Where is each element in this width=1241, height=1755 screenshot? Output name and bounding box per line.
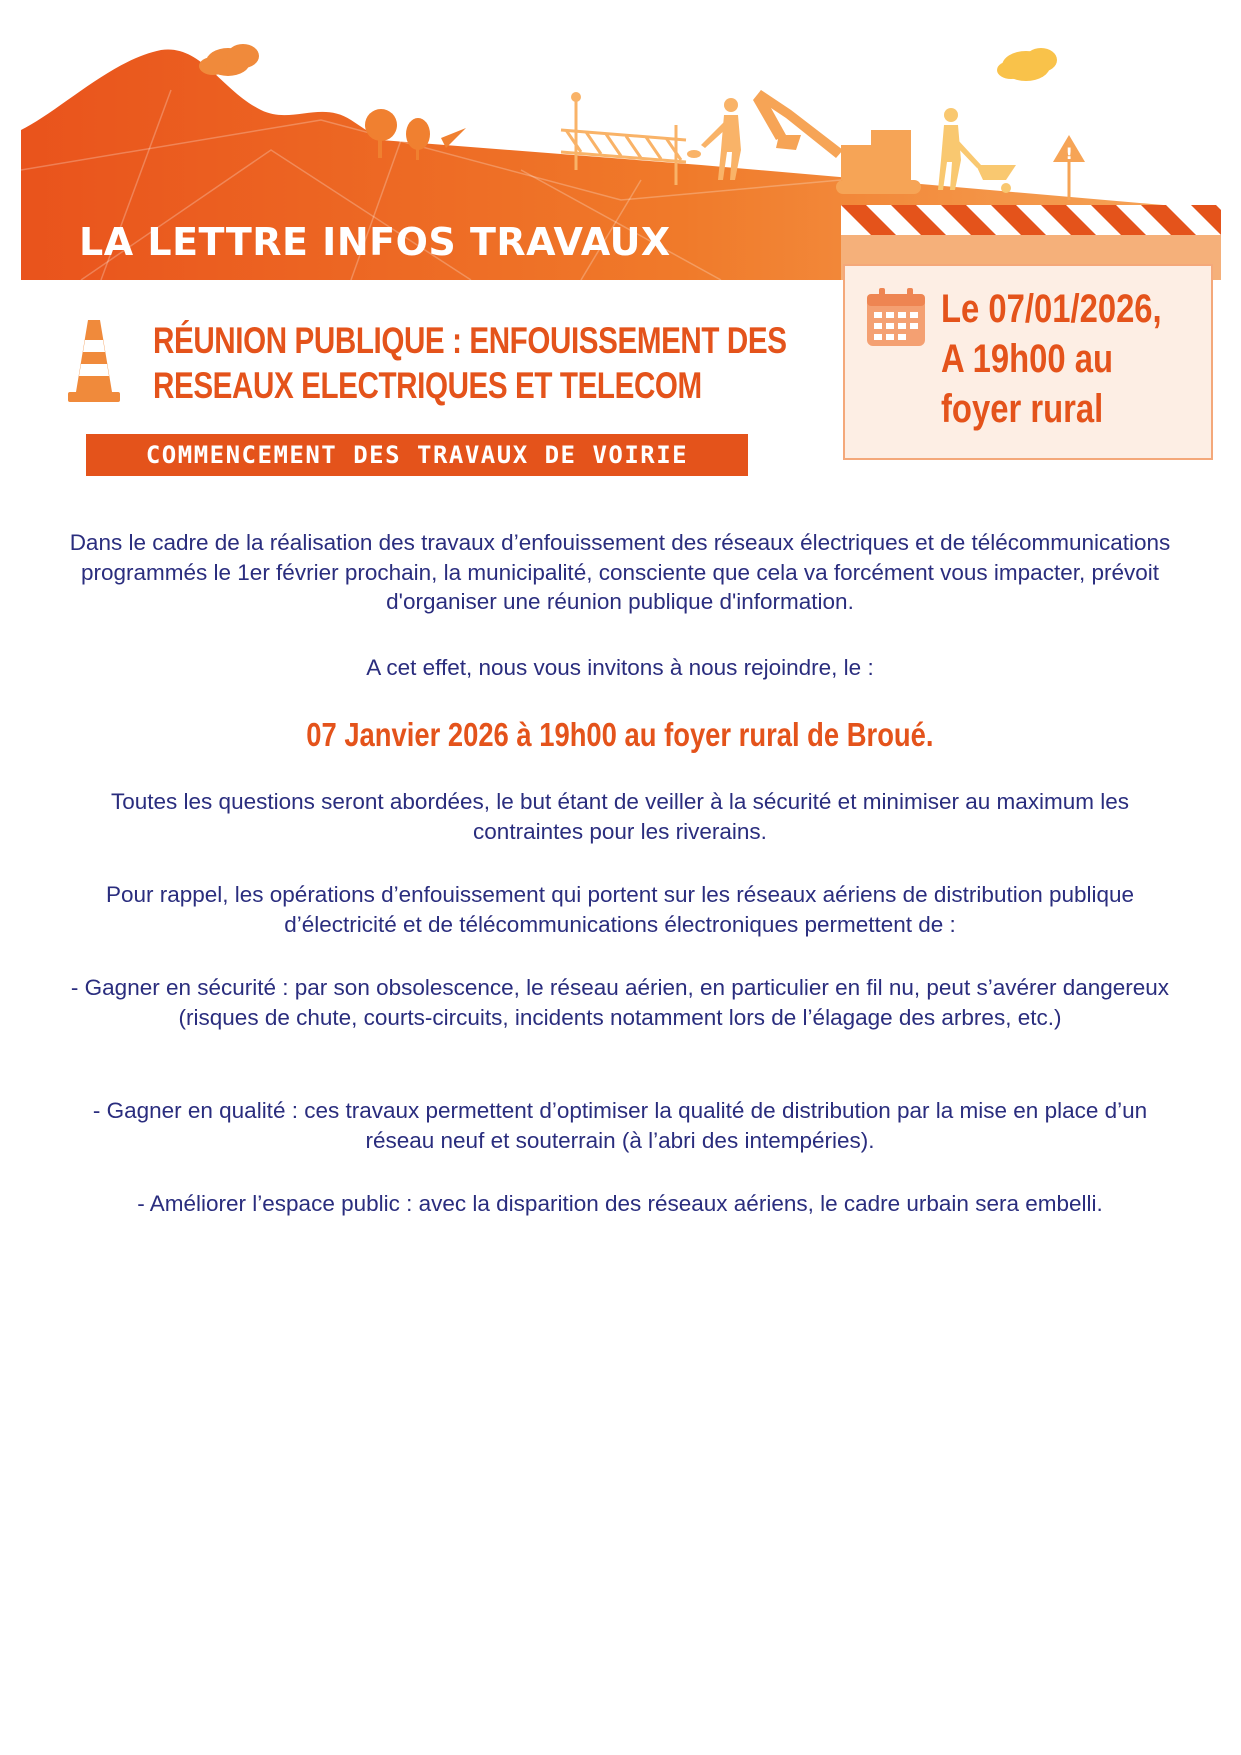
traffic-cone-icon [66, 318, 122, 406]
date-callout [843, 264, 1213, 460]
date-line-2: A 19h00 au [941, 337, 1113, 381]
date-line-3: foyer rural [941, 387, 1104, 431]
calendar-icon [865, 286, 927, 348]
works-start-banner: COMMENCEMENT DES TRAVAUX DE VOIRIE [86, 434, 748, 476]
intro-paragraph: Dans le cadre de la réalisation des travaux d’enfouissement des réseaux électriques et de télécommunications programmés le 1er février prochain, la municipalité, consciente que cela va forcément vous impacter, prévoit d'organiser une réunion publique d'information. [69, 530, 1171, 614]
cloud-left-icon [199, 44, 259, 76]
safety-bullet: - Gagner en sécurité : par son obsolescence, le réseau aérien, en particulier en fil nu, peut s’avérer dangereux (risques de chute, courts-circuits, incidents notamment lors de l’élagage des arbres, etc.) [70, 975, 1170, 1030]
public-space-bullet: - Améliorer l’espace public : avec la disparition des réseaux aériens, le cadre urbain sera embelli. [137, 1191, 1103, 1216]
svg-text:!: ! [1065, 144, 1073, 163]
cloud-right-icon [997, 48, 1057, 81]
questions-paragraph: Toutes les questions seront abordées, le but étant de veiller à la sécurité et minimiser au maximum les contraintes pour les riverains. [111, 789, 1129, 844]
event-title [153, 318, 787, 408]
header-banner [21, 30, 1221, 280]
striped-barrier-icon [841, 205, 1221, 235]
date-line-1: Le 07/01/2026, [941, 287, 1162, 331]
quality-bullet: - Gagner en qualité : ces travaux permettent d’optimiser la qualité de distribution par la mise en place d’un réseau neuf et souterrain (à l’abri des intempéries). [92, 1098, 1148, 1153]
meeting-date-text: 07 Janvier 2026 à 19h00 au foyer rural de Broué. [306, 716, 934, 753]
date-text [941, 284, 1162, 434]
invite-paragraph: A cet effet, nous vous invitons à nous rejoindre, le : [366, 655, 874, 680]
newsletter-title: LA LETTRE INFOS TRAVAUX [79, 220, 671, 264]
event-title-line-2: RESEAUX ELECTRIQUES ET TELECOM [153, 365, 702, 406]
reminder-paragraph: Pour rappel, les opérations d’enfouissement qui portent sur les réseaux aériens de distribution publique d’électricité et de télécommunications électroniques permettent de : [105, 882, 1135, 937]
event-title-line-1: RÉUNION PUBLIQUE : ENFOUISSEMENT DES [153, 320, 787, 361]
meeting-date-highlight [60, 715, 1180, 755]
